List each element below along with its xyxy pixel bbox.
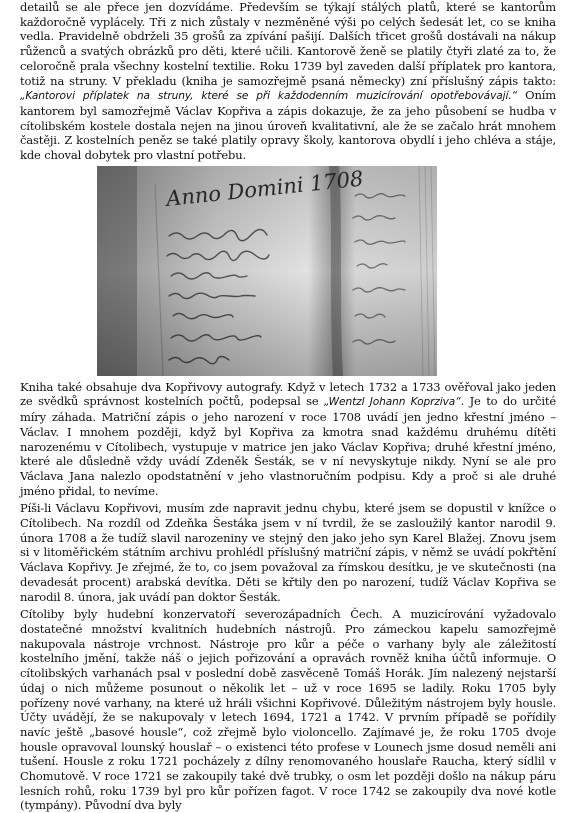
paragraph-2-text-a: Kniha také obsahuje dva Kopřivovy autografy. Když v letech 1732 a 1733 ověřoval jako jeden ze svědků správnost kostelních počtů, podepsal se (20, 379, 556, 409)
manuscript-photo (97, 166, 437, 376)
manuscript-photo-image (97, 166, 437, 376)
paragraph-2-text-b: . Je to do určité míry záhada. Matriční zápis o jeho narození v roce 1708 uvádí jen jedno křestní jméno – Václav. I mnohem později, když byl Kopřiva za kmotra snad každému druhému dítěti narozenému v Cítolibech, vystupuje v matrice jen jako Václav Kopřiva; druhé křestní jméno, které ale důsledně vždy uvádí Zdeněk Šesták, se v ní nevyskytuje nikdy. Nyní se ale pro Václava Jana nalezlo opodstatnění v jeho vlastnoručním podpisu. Kdy a proč si ale druhé jméno přidal, to nevíme. (20, 394, 556, 498)
paragraph-2 (20, 380, 556, 499)
paragraph-1-text: detailů se ale přece jen dozvídáme. Především se týkají stálých platů, které se kantorům každoročně vyplácely. Tři z nich zůstaly v nezměněné výši po celých šedesát let, co se kniha vedla. Pravidelně obdrželi 35 grošů za zpívání pašijí. Dalších třicet grošů dostávali na nákup růženců a svatých obrázků pro děti, které učili. Kantorově ženě se platily čtyři zlaté za to, že celoročně prala všechny kostelní textilie. Roku 1739 byl zaveden další příplatek pro kantora, totiž na struny. V překladu (kniha je samozřejmě psaná německy) zní příslušný zápis takto: (20, 0, 556, 88)
paragraph-2-quote: „Wentzl Johann Koprziva“ (324, 396, 461, 409)
paragraph-1 (20, 0, 556, 163)
paragraph-1-tail: Oním kantorem byl samozřejmě Václav Kopřiva a zápis dokazuje, že za jeho působení se hudba v cítolibském kostele dostala nejen na jinou úroveň kvalitativní, ale že se začalo hrát mnohem častěji. Z kostelních peněz se také platily opravy školy, kantorova obydlí i jeho chléva a stáje, kde choval dobytek pro vlastní potřebu. (20, 88, 556, 163)
document-page (20, 0, 556, 813)
paragraph-3: Píši-li Václavu Kopřivovi, musím zde napravit jednu chybu, které jsem se dopustil v knížce o Cítolibech. Na rozdíl od Zdeňka Šestáka jsem v ní tvrdil, že se zasloužilý kantor narodil 9. února 1708 a že tudíž slavil narozeniny ve stejný den jako jeho syn Karel Blažej. Znovu jsem si v litoměřickém státním archivu prohlédl příslušný matriční zápis, v němž se uvádí pokřtění Václava Kopřivy. Je zřejmé, že to, co jsem považoval za římskou desítku, je ve skutečnosti (na devadesát procent) arabská devítka. Děti se křtily den po narození, tudíž Václav Kopřiva se narodil 8. února, jak uvádí pan doktor Šesták. (20, 501, 556, 604)
paragraph-1-quote: „Kantorovi příplatek na struny, které se při každodenním muzicírování opotřebovávají.“ (20, 90, 517, 103)
paragraph-4: Cítoliby byly hudební konzervatoří severozápadních Čech. A muzicírování vyžadovalo dostatečné množství kvalitních hudebních nástrojů. Pro zámeckou kapelu samozřejmě nakupovala nástroje vrchnost. Nástroje pro kůr a péče o varhany byly ale záležitostí kostelního jmění, takže náš o jejich pořizování a opravách rovněž kniha účtů informuje. O cítolibských varhanách psal v poslední době zasvěceně Tomáš Horák. Jím nalezený nejstarší údaj o nich můžeme posunout o několik let – už v roce 1695 se ladily. Roku 1705 byly pořízeny nové varhany, na které už hráli všichni Kopřivové. Důležitým nástrojem byly housle. Účty uvádějí, že se nakupovaly v letech 1694, 1721 a 1742. V prvním případě se pořídily navíc ještě „basové housle“, což zřejmě bylo violoncello. Zajímavé je, že roku 1705 dvoje housle opravoval lounský houslař – o existenci této profese v Lounech jsme dosud neměli ani tušení. Housle z roku 1721 pocházely z dílny renomovaného houslaře Raucha, který sídlil v Chomutově. V roce 1721 se zakoupily také dvě trubky, o osm let později došlo na nákup páru lesních rohů, roku 1739 byl pro kůr pořízen fagot. V roce 1742 se zakoupily dva nové kotle (tympány). Původní dva byly (20, 607, 556, 813)
